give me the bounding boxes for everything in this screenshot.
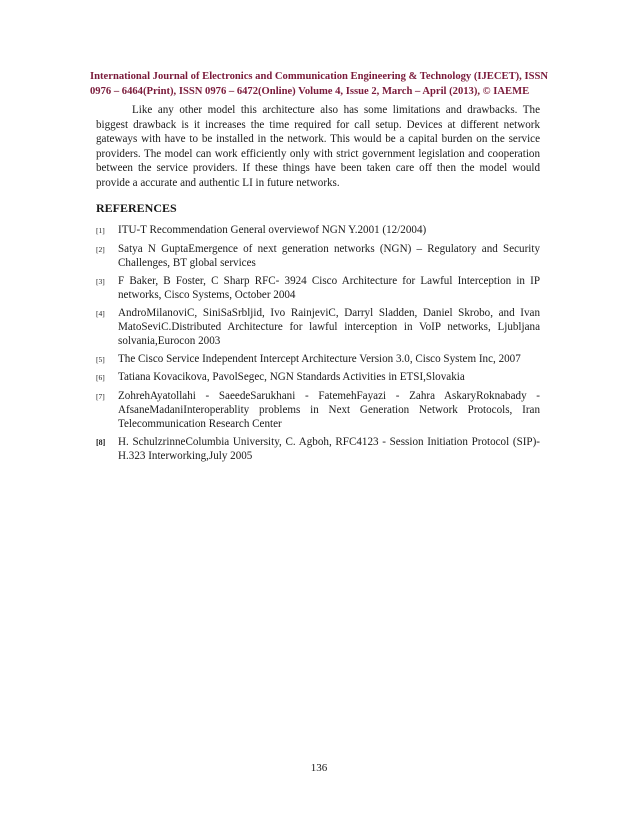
journal-header-line-2: 0976 – 6464(Print), ISSN 0976 – 6472(Online) Volume 4, Issue 2, March – April (2013), © IAEME: [90, 85, 530, 97]
reference-item: [96, 352, 540, 367]
reference-item: [96, 242, 540, 270]
reference-text: H. SchulzrinneColumbia University, C. Agboh, RFC4123 - Session Initiation Protocol (SIP)-H.323 Interworking,July 2005: [118, 436, 540, 463]
reference-text: ITU-T Recommendation General overviewof NGN Y.2001 (12/2004): [118, 224, 427, 236]
references-list: [96, 223, 540, 467]
reference-number: [2]: [96, 244, 105, 254]
reference-number: [5]: [96, 354, 105, 364]
reference-number: [6]: [96, 373, 105, 383]
journal-header-line-1: International Journal of Electronics and Communication Engineering & Technology (IJECET), ISSN: [90, 71, 549, 82]
reference-text: Satya N GuptaEmergence of next generation networks (NGN) – Regulatory and Security Challenges, BT global services: [118, 242, 540, 269]
reference-item: [96, 370, 540, 385]
reference-number: [4]: [96, 308, 105, 318]
journal-header: [90, 70, 560, 99]
reference-text: The Cisco Service Independent Intercept Architecture Version 3.0, Cisco System Inc, 2007: [118, 352, 521, 365]
references-heading: REFERENCES: [96, 201, 177, 215]
reference-text: F Baker, B Foster, C Sharp RFC- 3924 Cisco Architecture for Lawful Interception in IP networks, Cisco Systems, October 2004: [118, 274, 540, 301]
page-number: 136: [310, 762, 328, 774]
reference-text: ZohrehAyatollahi - SaeedeSarukhani - FatemehFayazi - Zahra AskaryRoknabady - AfsaneMadaniInteroperablity problems in Next Generation Network Protocols, Iran Telecommunication Research Center: [118, 390, 540, 431]
reference-number: [1]: [96, 226, 105, 235]
reference-item: [96, 389, 540, 432]
reference-number: [3]: [96, 276, 105, 286]
reference-item: [96, 306, 540, 349]
reference-number: [7]: [96, 392, 105, 402]
reference-item: [96, 223, 540, 238]
body-paragraph: Like any other model this architecture also has some limitations and drawbacks. The biggest drawback is it increases the time required for call setup. Devices at different network gateways with have to be installed in the network. This would be a capital burden on the service providers. The model can work efficiently only with strict government legislation and cooperation between the service providers. If these things have been taken care off then the model would provide a accurate and authentic LI in future networks.: [96, 104, 540, 189]
reference-item: [96, 274, 540, 302]
reference-text: AndroMilanoviC, SiniSaSrbljid, Ivo RainjeviC, Darryl Sladden, Daniel Skrobo, and Ivan MatoSeviC.Distributed Architecture for lawful interception in VoIP networks, Ljubljana solvania,Eurocon 2003: [118, 306, 540, 347]
reference-text: Tatiana Kovacikova, PavolSegec, NGN Standards Activities in ETSI,Slovakia: [118, 371, 465, 384]
reference-item: [96, 435, 540, 463]
reference-number: [8]: [96, 438, 106, 448]
